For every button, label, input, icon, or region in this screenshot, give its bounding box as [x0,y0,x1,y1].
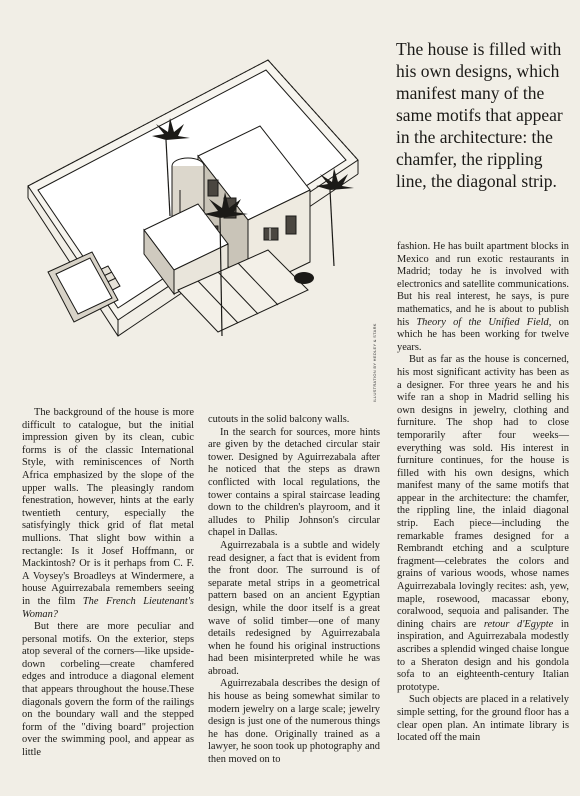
palm-tree-right-trunk [330,190,334,266]
paragraph: But there are more peculiar and personal motifs. On the exterior, steps atop several of the corners—like upside-down corbeling—create chamfered edges and introduce a diagonal element that appears throughout the house.These diagonals govern the form of the railings on the boundary wall and the stepped form of the "diving board" projection over the swimming pool, and appear as little [22,621,194,759]
paragraph: Aguirrezabala describes the design of his house as being somewhat similar to modern jewelry on a large scale; jewelry design is just one of the numerous things he has done. Originally trained as a lawyer, he soon took up photography and then moved on to [208,678,380,766]
pull-quote: The house is filled with his own designs, which manifest many of the same motifs that appear in the architecture: the chamfer, the rippling line, the diagonal strip. [396,39,563,191]
shrub [294,272,314,284]
paragraph: cutouts in the solid balcony walls. [208,414,350,425]
paragraph: In the search for sources, more hints are given by the detached circular stair tower. Designed by Aguirrezabala after he noticed that the steps as drawn conflicted with local regulations, the tower contains a spiral staircase leading down to the children's playroom, and it alludes to Philip Johnson's circular chapel in Dallas. [208,426,380,539]
paragraph: The background of the house is more difficult to catalogue, but the initial impression given by its clean, cubic forms is of the classic International Style, with reminiscences of North Africa emphasized by the slope of the upper walls. The pleasingly random fenestration, however, hints at the early twentieth century, especially the satisfyingly thick grid of flat metal mullions. That slight bow within a rectangle: Is it Josef Hoffmann, or Mackintosh? Or is it perhaps from C. F. A Voysey's Broadleys at Windermere, a house Aguirrezabala remembers seeing in the film The French Lieutenant's Woman? [22,407,194,620]
text-column-3 [397,241,569,745]
paragraph: fashion. He has built apartment blocks in Mexico and run exotic restaurants in Madrid; today he is involved with electronics and satellite communications. But his real interest, he says, is pure mathematics, and he is about to publish his Theory of the Unified Field, on which he has been working for twelve years. [397,241,569,353]
paragraph: Such objects are placed in a relatively simple setting, for the ground floor has a clear open plan. An intimate library is located off the main [397,694,569,744]
illustration-credit: ILLUSTRATION BY HEDLEY & STARK [372,323,377,402]
text-column-1 [22,407,194,760]
house-drawing [8,40,378,396]
house-axonometric-illustration [8,40,378,396]
text-column-2 [208,414,380,767]
paragraph: But as far as the house is concerned, his most significant activity has been as a designer. For three years he and his wife ran a shop in Madrid selling his own designs in jewelry, clothing and furniture. The shop had to close temporarily after four weeks—everything was sold. His interest in furniture continues, for the house is filled with his own designs, which manifest many of the same motifs that appear in the architecture: the chamfer, the rippling line, the inlaid diagonal strip. Each piece—including the remarkable frames designed for a Rembrandt etching and a sculpture fragment—celebrates the colors and grains of various woods, whose names Aguirrezabala lovingly recites: ash, yew, maple, rosewood, macassar ebony, coralwood, sequoia and palisander. The dining chairs are retour d'Egypte in inspiration, and Aguirrezabala modestly ascribes a splendid winged chaise longue to a Sheraton design and his gondola sofa to an eighteenth-century Italian prototype. [397,354,569,693]
paragraph: Aguirrezabala is a subtle and widely read designer, a fact that is evident from the front door. The surround is of separate metal strips in a geometrical pattern based on an ancient Egyptian design, while the door itself is a great wave of solid timber—one of many details redesigned by Aguirrezabala when he found his original instructions had been misinterpreted while he was abroad. [208,539,380,677]
